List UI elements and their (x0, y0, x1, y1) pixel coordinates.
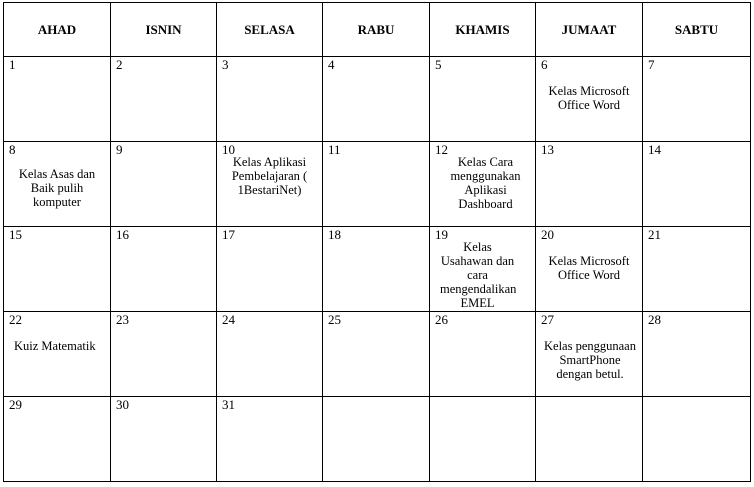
day-number: 15 (9, 227, 22, 242)
day-cell (4, 57, 111, 142)
day-number: 29 (9, 397, 22, 412)
event-text: Kelas Cara menggunakan Aplikasi Dashboard (450, 155, 521, 211)
day-cell (217, 142, 323, 227)
day-cell (430, 57, 536, 142)
day-number: 1 (9, 57, 16, 72)
week-row (4, 142, 751, 227)
day-number: 31 (222, 397, 235, 412)
weekday-header: RABU (323, 3, 430, 57)
day-cell (643, 397, 751, 482)
day-number: 3 (222, 57, 229, 72)
day-cell (4, 142, 111, 227)
day-cell (323, 142, 430, 227)
day-cell (643, 227, 751, 312)
weekday-header: ISNIN (111, 3, 217, 57)
day-cell (430, 312, 536, 397)
day-number: 4 (328, 57, 335, 72)
day-cell (430, 397, 536, 482)
day-number: 6 (541, 57, 548, 72)
day-number: 30 (116, 397, 129, 412)
day-cell (217, 227, 323, 312)
day-number: 16 (116, 227, 129, 242)
day-number: 27 (541, 312, 554, 327)
event-text: Kelas Aplikasi Pembelajaran ( 1BestariNet) (231, 155, 308, 197)
day-number: 21 (648, 227, 661, 242)
day-number: 25 (328, 312, 341, 327)
day-number: 12 (435, 142, 448, 157)
day-number: 7 (648, 57, 655, 72)
day-cell (111, 57, 217, 142)
event-text: Kelas Asas dan Baik pulih komputer (18, 167, 96, 209)
day-cell (323, 397, 430, 482)
day-cell (643, 312, 751, 397)
day-number: 19 (435, 227, 448, 242)
weekday-header: SABTU (643, 3, 751, 57)
weekday-header: SELASA (217, 3, 323, 57)
day-number: 22 (9, 312, 22, 327)
day-cell (111, 227, 217, 312)
week-row (4, 227, 751, 312)
day-number: 9 (116, 142, 123, 157)
day-cell (536, 312, 643, 397)
day-cell (4, 397, 111, 482)
day-cell (217, 397, 323, 482)
day-cell (430, 227, 536, 312)
event-text: Kelas penggunaan SmartPhone dengan betul. (544, 339, 636, 381)
weekday-header: AHAD (4, 3, 111, 57)
day-number: 13 (541, 142, 554, 157)
day-cell (323, 227, 430, 312)
day-cell (217, 57, 323, 142)
event-text: Kelas Microsoft Office Word (548, 84, 630, 112)
week-row (4, 312, 751, 397)
day-number: 18 (328, 227, 341, 242)
day-number: 17 (222, 227, 235, 242)
day-cell (536, 227, 643, 312)
day-cell (536, 397, 643, 482)
day-cell (111, 397, 217, 482)
week-row (4, 397, 751, 482)
event-text: Kelas Usahawan dan cara mengendalikan EMEL (440, 240, 517, 310)
week-row (4, 57, 751, 142)
weekday-header: JUMAAT (536, 3, 643, 57)
day-number: 23 (116, 312, 129, 327)
day-cell (430, 142, 536, 227)
day-number: 24 (222, 312, 235, 327)
day-number: 20 (541, 227, 554, 242)
day-cell (217, 312, 323, 397)
day-cell (111, 142, 217, 227)
weekday-header: KHAMIS (430, 3, 536, 57)
day-number: 26 (435, 312, 448, 327)
day-number: 28 (648, 312, 661, 327)
day-cell (4, 312, 111, 397)
day-cell (643, 57, 751, 142)
day-cell (323, 57, 430, 142)
day-number: 11 (328, 142, 341, 157)
day-cell (323, 312, 430, 397)
day-cell (111, 312, 217, 397)
calendar-table (3, 2, 751, 482)
day-cell (536, 142, 643, 227)
day-number: 10 (222, 142, 235, 157)
event-text: Kelas Microsoft Office Word (548, 254, 630, 282)
day-number: 5 (435, 57, 442, 72)
day-cell (643, 142, 751, 227)
weekday-header-row (4, 3, 751, 57)
day-number: 2 (116, 57, 123, 72)
day-number: 8 (9, 142, 16, 157)
day-cell (536, 57, 643, 142)
day-number: 14 (648, 142, 661, 157)
day-cell (4, 227, 111, 312)
event-text: Kuiz Matematik (14, 339, 96, 353)
